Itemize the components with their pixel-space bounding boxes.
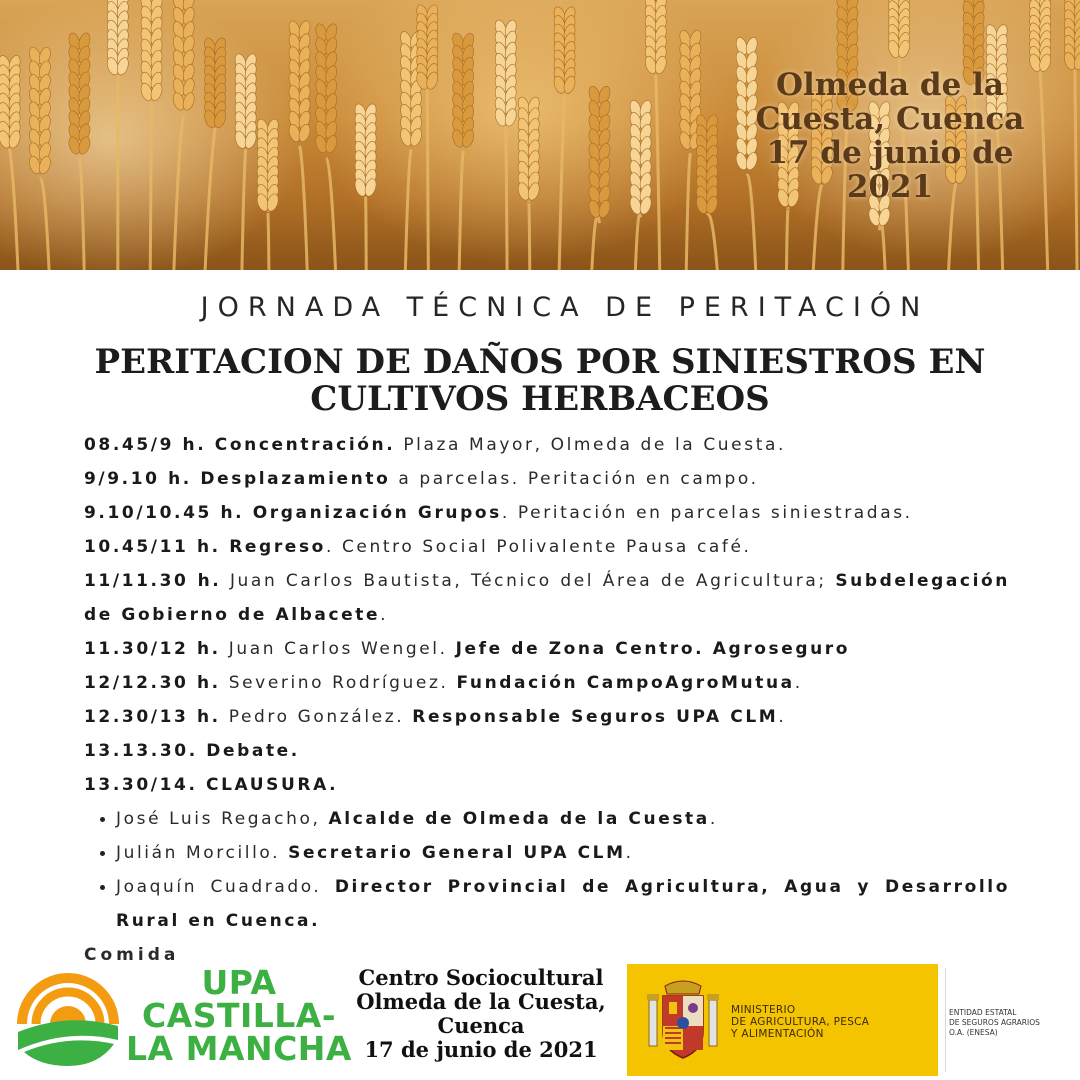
- upa-line-3: LA MANCHA: [126, 1029, 352, 1068]
- schedule-time: 12.30/13 h.: [84, 707, 221, 727]
- schedule-time: 10.45/11 h. Regreso: [84, 537, 326, 557]
- schedule-organization: Responsable Seguros UPA CLM: [412, 707, 779, 727]
- wheat-stalk: [405, 149, 411, 270]
- wheat-ear: [1062, 0, 1080, 71]
- schedule-organization: Jefe de Zona Centro. Agroseguro: [455, 639, 851, 659]
- schedule-row: [84, 700, 1010, 734]
- hero-location-date: [730, 68, 1050, 204]
- hero-place-line-3: 17 de junio de: [766, 135, 1014, 171]
- schedule-organization: Fundación CampoAgroMutua: [456, 673, 795, 693]
- ministry-name: [731, 1004, 931, 1040]
- wheat-ear: [643, 0, 668, 75]
- wheat-ear: [203, 37, 228, 130]
- schedule-text: a parcelas. Peritación en campo.: [390, 469, 759, 489]
- divider: [945, 968, 946, 1072]
- speaker-role: Alcalde de Olmeda de la Cuesta: [328, 809, 710, 829]
- title-line-1: PERITACION DE DAÑOS POR SINIESTROS EN: [94, 342, 986, 382]
- wheat-ear: [451, 32, 476, 149]
- hero-place-line-2: Cuesta, Cuenca: [755, 101, 1025, 137]
- upa-line-2: CASTILLA-: [141, 996, 337, 1035]
- list-item: [116, 802, 1010, 836]
- wheat-stalk: [150, 103, 151, 270]
- wheat-stalk: [635, 215, 641, 270]
- wheat-stalk: [40, 178, 50, 270]
- wheat-stalk: [268, 212, 269, 270]
- wheat-ear: [171, 0, 196, 112]
- wheat-stalk: [559, 93, 565, 270]
- wheat-stalk: [326, 158, 336, 270]
- schedule-time: 12/12.30 h.: [84, 673, 221, 693]
- wheat-stalk: [786, 208, 788, 270]
- schedule-text: . Centro Social Polivalente Pausa café.: [325, 537, 752, 557]
- wheat-stalk: [707, 214, 719, 270]
- wheat-stalk: [686, 153, 690, 270]
- wheat-ear: [493, 19, 518, 128]
- schedule-time: 08.45/9 h. Concentración.: [84, 435, 396, 455]
- wheat-stalk: [366, 197, 367, 270]
- wheat-ear: [886, 0, 911, 59]
- schedule-text: .: [380, 605, 389, 625]
- wheat-stalk: [506, 128, 507, 270]
- wheat-ear: [628, 99, 653, 216]
- event-title: [60, 344, 1020, 418]
- wheat-ear: [1028, 0, 1053, 73]
- venue-line-1: Centro Sociocultural: [358, 965, 604, 990]
- speaker-role: Secretario General UPA CLM: [288, 843, 626, 863]
- list-item: [116, 836, 1010, 870]
- schedule-text: Juan Carlos Wengel.: [220, 639, 456, 659]
- schedule-text: . Peritación en parcelas siniestradas.: [501, 503, 913, 523]
- schedule-row: [84, 462, 1010, 496]
- upa-wordmark: [124, 963, 354, 1068]
- list-item: [116, 870, 1010, 938]
- schedule-time: 9.10/10.45 h. Organización Grupos: [84, 503, 502, 523]
- wheat-stalk: [173, 116, 184, 270]
- hero-place-line-1: Olmeda de la: [776, 67, 1004, 103]
- wheat-stalk: [204, 128, 215, 270]
- ministry-logo-banner: [627, 964, 1080, 1076]
- venue-line-3: Cuenca: [437, 1013, 525, 1038]
- schedule-row: [84, 496, 1010, 530]
- ministry-line-2: DE AGRICULTURA, PESCA: [731, 1016, 870, 1028]
- wheat-ear: [139, 0, 164, 102]
- schedule-time: 11/11.30 h.: [84, 571, 222, 591]
- enesa-line-3: O.A. (ENESA): [949, 1028, 998, 1037]
- wheat-stalk: [300, 146, 308, 270]
- upa-logo-icon: [14, 962, 122, 1070]
- speaker-text: .: [625, 843, 634, 863]
- venue-info: [350, 966, 612, 1062]
- wheat-stalk: [529, 202, 530, 270]
- speaker-text: .: [709, 809, 718, 829]
- schedule-text: .: [794, 673, 803, 693]
- speaker-name: José Luis Regacho,: [116, 809, 329, 829]
- event-kicker: JORNADA TÉCNICA DE PERITACIÓN: [200, 292, 930, 323]
- wheat-ear: [67, 32, 92, 156]
- wheat-ear: [27, 46, 52, 175]
- venue-line-2: Olmeda de la Cuesta,: [356, 989, 606, 1014]
- speaker-name: Julián Morcillo.: [116, 843, 289, 863]
- venue-line-4: 17 de junio de 2021: [364, 1037, 598, 1062]
- wheat-stalk: [879, 223, 885, 270]
- wheat-stalk: [10, 149, 19, 270]
- schedule-text: Severino Rodríguez.: [220, 673, 457, 693]
- schedule-row: [84, 530, 1010, 564]
- lunch-label: Comida: [84, 945, 180, 965]
- schedule-row: [84, 428, 1010, 462]
- schedule-text: .: [778, 707, 787, 727]
- closing-speakers-list: [84, 802, 1010, 938]
- schedule-organization: Subdelegación de Gobierno de Albacete: [84, 571, 1011, 625]
- schedule-time: 13.30/14. CLAUSURA.: [84, 775, 339, 795]
- schedule-row: [84, 768, 1010, 802]
- wheat-stalk: [591, 216, 600, 270]
- wheat-ear: [516, 96, 541, 202]
- wheat-stalk: [459, 151, 463, 270]
- hero-wheat-image: [0, 0, 1080, 270]
- ministry-line-3: Y ALIMENTACIÓN: [731, 1028, 824, 1040]
- spain-coat-of-arms-icon: [645, 978, 721, 1062]
- schedule-row: [84, 666, 1010, 700]
- wheat-ear: [353, 103, 378, 198]
- wheat-stalk: [1075, 69, 1077, 270]
- schedule-time: 13.13.30. Debate.: [84, 741, 300, 761]
- wheat-ear: [415, 3, 440, 90]
- schedule-time: 11.30/12 h.: [84, 639, 221, 659]
- schedule-time: 9/9.10 h. Desplazamiento: [84, 469, 391, 489]
- wheat-ear: [694, 113, 719, 215]
- wheat-ear: [287, 19, 312, 143]
- schedule-text: Pedro González.: [220, 707, 413, 727]
- wheat-ear: [314, 22, 339, 154]
- program-schedule: [84, 428, 1010, 972]
- wheat-ear: [233, 52, 258, 149]
- wheat-ear: [255, 118, 280, 213]
- enesa-line-2: DE SEGUROS AGRARIOS: [949, 1018, 1040, 1027]
- wheat-ear: [587, 85, 612, 219]
- schedule-row: [84, 564, 1010, 632]
- schedule-row: [84, 632, 1010, 666]
- wheat-stalk: [242, 149, 246, 270]
- wheat-ear: [105, 0, 130, 76]
- schedule-text: Juan Carlos Bautista, Técnico del Área de Agricultura;: [221, 571, 827, 591]
- ministry-line-1: MINISTERIO: [731, 1004, 796, 1016]
- schedule-row: [84, 734, 1010, 768]
- speaker-role: Director Provincial de Agricultura, Agua y Desarrollo Rural en Cuenca.: [116, 877, 1010, 931]
- title-line-2: CULTIVOS HERBACEOS: [310, 379, 770, 419]
- speaker-name: Joaquín Cuadrado.: [116, 877, 335, 897]
- wheat-ear: [0, 54, 22, 149]
- enesa-name: [949, 1008, 1077, 1038]
- schedule-text: Plaza Mayor, Olmeda de la Cuesta.: [395, 435, 786, 455]
- hero-place-line-4: 2021: [846, 169, 934, 205]
- wheat-ear: [552, 5, 577, 94]
- enesa-line-1: ENTIDAD ESTATAL: [949, 1008, 1017, 1017]
- wheat-stalk: [656, 75, 660, 270]
- wheat-stalk: [79, 158, 84, 270]
- upa-line-1: UPA: [201, 963, 277, 1002]
- wheat-stalk: [427, 89, 428, 270]
